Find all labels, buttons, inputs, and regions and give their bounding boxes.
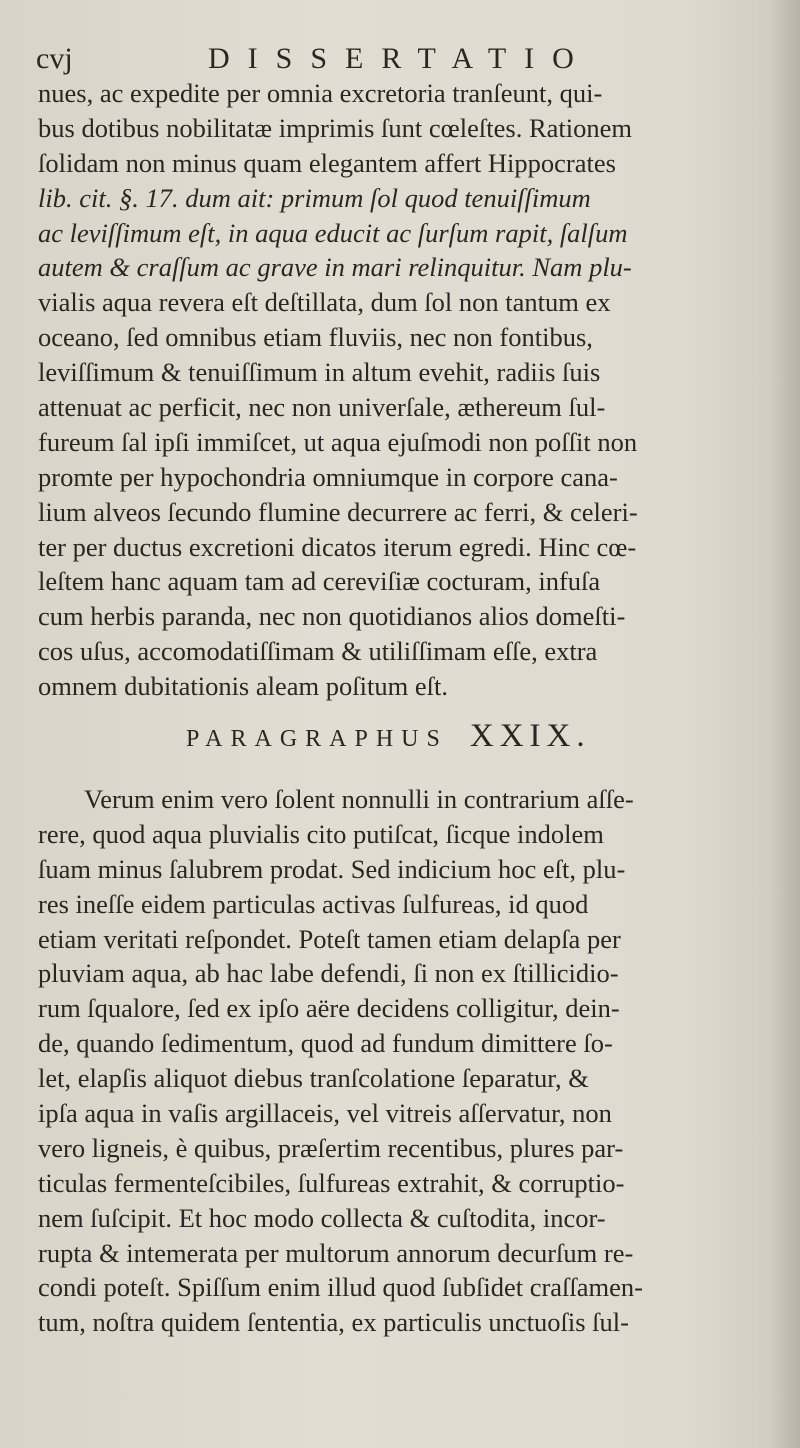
- page-number: cvj: [36, 42, 73, 75]
- text-line: vialis aqua revera eſt deſtillata, dum ſol non tantum ex: [38, 287, 611, 318]
- text-line: lium alveos ſecundo flumine decurrere ac ferri, & celeri-: [38, 496, 638, 527]
- text-line: rere, quod aqua pluvialis cito putiſcat, ſicque indolem: [38, 818, 604, 849]
- section-heading-numeral: XXIX.: [469, 718, 591, 754]
- text-line: leviſſimum & tenuiſſimum in altum evehit, radiis ſuis: [38, 357, 601, 388]
- section-heading-word: PARAGRAPHUS: [186, 726, 448, 752]
- text-line: nem ſuſcipit. Et hoc modo collecta & cuſtodita, incor-: [38, 1202, 606, 1233]
- text-line: ſolidam non minus quam elegantem affert Hippocrates: [38, 147, 616, 178]
- text-line: omnem dubitationis aleam poſitum eſt.: [38, 671, 448, 702]
- text-line: attenuat ac perficit, nec non univerſale, æthereum ſul-: [38, 392, 606, 423]
- text-line: cos uſus, accomodatiſſimam & utiliſſimam eſſe, extra: [38, 636, 598, 667]
- text-line: ipſa aqua in vaſis argillaceis, vel vitreis aſſervatur, non: [38, 1098, 612, 1129]
- text-line: ticulas fermenteſcibiles, ſulfureas extrahit, & corruptio-: [38, 1167, 625, 1198]
- text-line: leſtem hanc aquam tam ad cereviſiæ cocturam, infuſa: [38, 566, 601, 597]
- text-line: Verum enim vero ſolent nonnulli in contrarium aſſe-: [84, 784, 634, 814]
- spine-shadow: [770, 0, 800, 1448]
- section-heading: [186, 712, 646, 760]
- text-line: let, elapſis aliquot diebus tranſcolatione ſeparatur, &: [38, 1063, 589, 1094]
- text-line: fureum ſal ipſi immiſcet, ut aqua ejuſmodi non poſſit non: [38, 426, 638, 457]
- text-line: cum herbis paranda, nec non quotidianos alios domeſti-: [38, 601, 626, 632]
- text-line: promte per hypochondria omniumque in corpore cana-: [38, 461, 618, 492]
- running-title: DISSERTATIO: [208, 42, 592, 75]
- text-line: autem & craſſum ac grave in mari relinquitur. Nam plu-: [38, 252, 632, 283]
- text-line: rum ſqualore, ſed ex ipſo aëre decidens colligitur, dein-: [38, 993, 620, 1024]
- text-line: rupta & intemerata per multorum annorum decurſum re-: [38, 1237, 634, 1268]
- text-line: condi poteſt. Spiſſum enim illud quod ſubſidet craſſamen-: [38, 1272, 643, 1303]
- text-line: res ineſſe eidem particulas activas ſulfureas, id quod: [38, 888, 589, 919]
- text-line: oceano, ſed omnibus etiam fluviis, nec non fontibus,: [38, 322, 593, 353]
- text-line: ſuam minus ſalubrem prodat. Sed indicium hoc eſt, plu-: [38, 853, 626, 884]
- paragraph-2: [38, 782, 760, 1340]
- text-line: ter per ductus excretioni dicatos iterum egredi. Hinc cœ-: [38, 531, 637, 562]
- text-line: bus dotibus nobilitatæ imprimis ſunt cœleſtes. Rationem: [38, 112, 633, 143]
- text-line: vero ligneis, è quibus, præſertim recentibus, plures par-: [38, 1132, 624, 1163]
- text-line: ac leviſſimum eſt, in aqua educit ac ſurſum rapit, ſalſum: [38, 217, 628, 248]
- text-line: lib. cit. §. 17. dum ait: primum ſol quod tenuiſſimum: [38, 182, 591, 213]
- text-line: tum, noſtra quidem ſententia, ex particulis unctuoſis ſul-: [38, 1307, 629, 1338]
- text-line: nues, ac expedite per omnia excretoria tranſeunt, qui-: [38, 78, 603, 108]
- text-line: etiam veritati reſpondet. Poteſt tamen etiam delapſa per: [38, 923, 621, 954]
- text-line: pluviam aqua, ab hac labe defendi, ſi non ex ſtillicidio-: [38, 958, 619, 989]
- paragraph-1: [38, 76, 760, 704]
- text-line: de, quando ſedimentum, quod ad fundum dimittere ſo-: [38, 1028, 613, 1059]
